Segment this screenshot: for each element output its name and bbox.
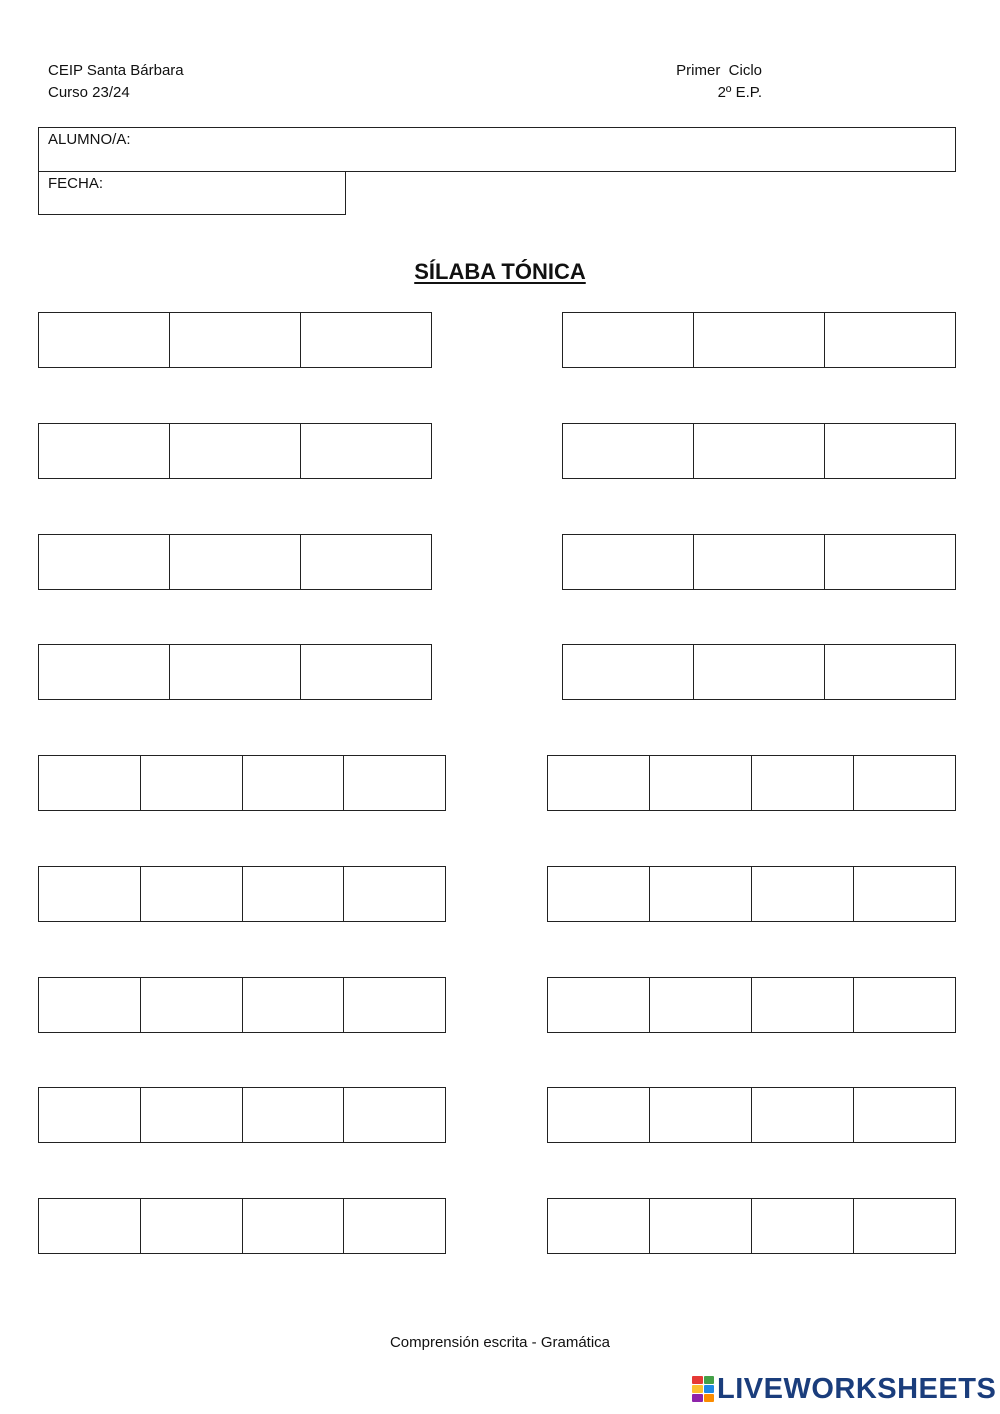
syllable-cell[interactable] <box>39 645 170 699</box>
worksheet-title: SÍLABA TÓNICA <box>414 259 586 284</box>
syllable-cell[interactable] <box>301 424 431 478</box>
syllable-cell[interactable] <box>141 756 243 810</box>
syllable-box-row <box>547 1087 956 1143</box>
logo-square <box>704 1385 715 1393</box>
syllable-cell[interactable] <box>563 424 694 478</box>
syllable-cell[interactable] <box>39 756 141 810</box>
cycle-label: Primer Ciclo <box>676 62 762 79</box>
syllable-cell[interactable] <box>854 867 955 921</box>
syllable-cell[interactable] <box>825 535 955 589</box>
syllable-cell[interactable] <box>39 535 170 589</box>
syllable-cell[interactable] <box>854 756 955 810</box>
syllable-box-row <box>38 312 432 368</box>
syllable-cell[interactable] <box>563 313 694 367</box>
syllable-cell[interactable] <box>563 535 694 589</box>
syllable-box-row <box>562 312 956 368</box>
syllable-cell[interactable] <box>39 313 170 367</box>
syllable-box-row <box>562 534 956 590</box>
syllable-box-row <box>562 644 956 700</box>
syllable-cell[interactable] <box>854 978 955 1032</box>
syllable-box-row <box>38 534 432 590</box>
syllable-cell[interactable] <box>825 313 955 367</box>
logo-square <box>692 1394 703 1402</box>
syllable-cell[interactable] <box>243 756 345 810</box>
header-left <box>48 60 184 104</box>
logo-square <box>692 1385 703 1393</box>
syllable-cell[interactable] <box>301 535 431 589</box>
syllable-cell[interactable] <box>650 978 752 1032</box>
student-name-label: ALUMNO/A: <box>48 131 131 148</box>
syllable-cell[interactable] <box>39 424 170 478</box>
syllable-box-row <box>547 1198 956 1254</box>
syllable-cell[interactable] <box>694 313 825 367</box>
grade-label: 2º E.P. <box>717 84 762 101</box>
syllable-cell[interactable] <box>548 978 650 1032</box>
syllable-cell[interactable] <box>39 1199 141 1253</box>
syllable-cell[interactable] <box>344 1199 445 1253</box>
syllable-cell[interactable] <box>563 645 694 699</box>
syllable-cell[interactable] <box>694 535 825 589</box>
syllable-cell[interactable] <box>344 867 445 921</box>
syllable-box-row <box>547 866 956 922</box>
syllable-box-row <box>562 423 956 479</box>
syllable-cell[interactable] <box>141 978 243 1032</box>
syllable-cell[interactable] <box>170 645 301 699</box>
syllable-cell[interactable] <box>548 1199 650 1253</box>
syllable-box-row <box>547 755 956 811</box>
syllable-cell[interactable] <box>243 1199 345 1253</box>
syllable-cell[interactable] <box>650 756 752 810</box>
syllable-cell[interactable] <box>141 1088 243 1142</box>
syllable-cell[interactable] <box>752 1199 854 1253</box>
syllable-box-row <box>547 977 956 1033</box>
syllable-cell[interactable] <box>344 978 445 1032</box>
syllable-cell[interactable] <box>650 1199 752 1253</box>
syllable-cell[interactable] <box>141 1199 243 1253</box>
syllable-cell[interactable] <box>752 756 854 810</box>
syllable-cell[interactable] <box>752 1088 854 1142</box>
header-right <box>660 60 762 104</box>
syllable-box-row <box>38 1198 446 1254</box>
syllable-cell[interactable] <box>548 867 650 921</box>
syllable-cell[interactable] <box>243 867 345 921</box>
brand-name: LIVEWORKSHEETS <box>717 1373 997 1405</box>
syllable-cell[interactable] <box>344 756 445 810</box>
syllable-box-row <box>38 1087 446 1143</box>
logo-square <box>692 1376 703 1384</box>
syllable-cell[interactable] <box>170 535 301 589</box>
syllable-cell[interactable] <box>39 1088 141 1142</box>
syllable-cell[interactable] <box>548 1088 650 1142</box>
syllable-cell[interactable] <box>301 645 431 699</box>
syllable-cell[interactable] <box>243 978 345 1032</box>
syllable-cell[interactable] <box>650 1088 752 1142</box>
liveworksheets-logo-icon <box>692 1376 714 1402</box>
syllable-cell[interactable] <box>39 867 141 921</box>
syllable-cell[interactable] <box>854 1088 955 1142</box>
syllable-cell[interactable] <box>854 1199 955 1253</box>
student-name-field[interactable] <box>38 127 956 172</box>
syllable-cell[interactable] <box>752 867 854 921</box>
syllable-cell[interactable] <box>825 424 955 478</box>
syllable-box-row <box>38 644 432 700</box>
school-name: CEIP Santa Bárbara <box>48 62 184 79</box>
syllable-cell[interactable] <box>694 424 825 478</box>
syllable-cell[interactable] <box>825 645 955 699</box>
course-year: Curso 23/24 <box>48 84 130 101</box>
syllable-cell[interactable] <box>243 1088 345 1142</box>
syllable-cell[interactable] <box>39 978 141 1032</box>
syllable-box-row <box>38 755 446 811</box>
syllable-cell[interactable] <box>170 313 301 367</box>
syllable-cell[interactable] <box>141 867 243 921</box>
logo-square <box>704 1376 715 1384</box>
date-label: FECHA: <box>48 175 104 192</box>
syllable-box-row <box>38 866 446 922</box>
logo-square <box>704 1394 715 1402</box>
syllable-cell[interactable] <box>548 756 650 810</box>
syllable-cell[interactable] <box>694 645 825 699</box>
syllable-cell[interactable] <box>650 867 752 921</box>
syllable-cell[interactable] <box>170 424 301 478</box>
syllable-box-row <box>38 977 446 1033</box>
syllable-cell[interactable] <box>301 313 431 367</box>
date-field[interactable] <box>38 171 346 215</box>
liveworksheets-brand <box>692 1374 996 1404</box>
footer-text: Comprensión escrita - Gramática <box>389 1334 611 1351</box>
syllable-cell[interactable] <box>752 978 854 1032</box>
syllable-box-row <box>38 423 432 479</box>
syllable-cell[interactable] <box>344 1088 445 1142</box>
